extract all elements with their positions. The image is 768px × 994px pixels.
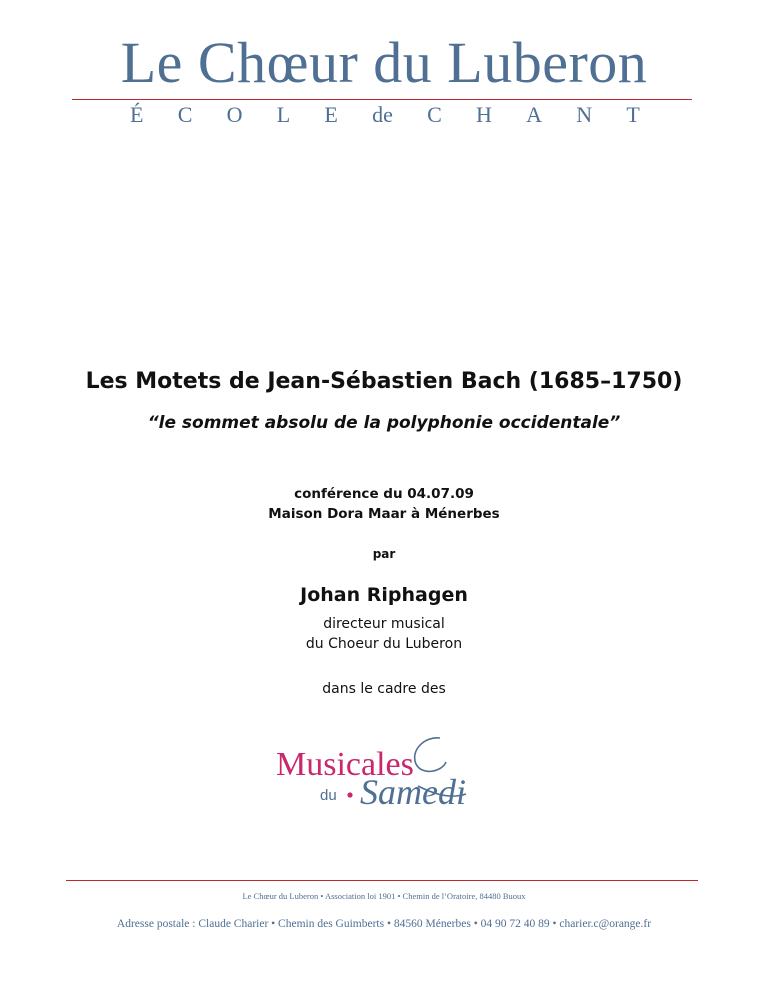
subtitle-letter: L <box>276 102 291 127</box>
subtitle-letter: É <box>130 102 144 127</box>
by-label: par <box>372 547 396 561</box>
subtitle-letter: N <box>576 102 593 127</box>
speaker-role-line1: directeur musical <box>323 616 445 632</box>
speaker-role-line2: du Choeur du Luberon <box>305 636 463 652</box>
subtitle-letter: A <box>526 102 543 127</box>
logo-dot <box>347 792 352 797</box>
subtitle-word: de <box>372 102 393 127</box>
footer-association: Le Chœur du Luberon • Association loi 1901 • Chemin de l’Oratoire, 84480 Buoux <box>242 891 526 901</box>
speaker-name: Johan Riphagen <box>300 584 468 606</box>
framework-text: dans le cadre des <box>322 681 446 697</box>
footer-rule <box>66 880 698 881</box>
talk-title: Les Motets de Jean-Sébastien Bach (1685–1750) <box>85 369 683 394</box>
footer-postal-address: Adresse postale : Claude Charier • Chemin des Guimberts • 84560 Ménerbes • 04 90 72 40 89 • charier.c@orange.fr <box>116 918 652 930</box>
masthead-subtitle <box>130 104 640 126</box>
masthead-rule <box>72 99 692 100</box>
subtitle-letter: H <box>476 102 492 127</box>
logo-word-samedi: Samedi <box>360 772 466 810</box>
masthead-title: Le Chœur du Luberon <box>120 30 648 95</box>
musicales-logo <box>270 730 510 810</box>
logo-word-du: du <box>320 787 337 804</box>
talk-subtitle: “le sommet absolu de la polyphonie occidentale” <box>147 413 621 433</box>
logo-word-musicales: Musicales <box>276 746 414 783</box>
subtitle-letter: O <box>226 102 243 127</box>
conference-date: conférence du 04.07.09 <box>294 486 474 502</box>
subtitle-letter: C <box>427 102 442 127</box>
subtitle-letter: T <box>626 102 640 127</box>
subtitle-letter: C <box>177 102 193 127</box>
venue: Maison Dora Maar à Ménerbes <box>268 506 500 522</box>
subtitle-letter: E <box>324 102 338 127</box>
